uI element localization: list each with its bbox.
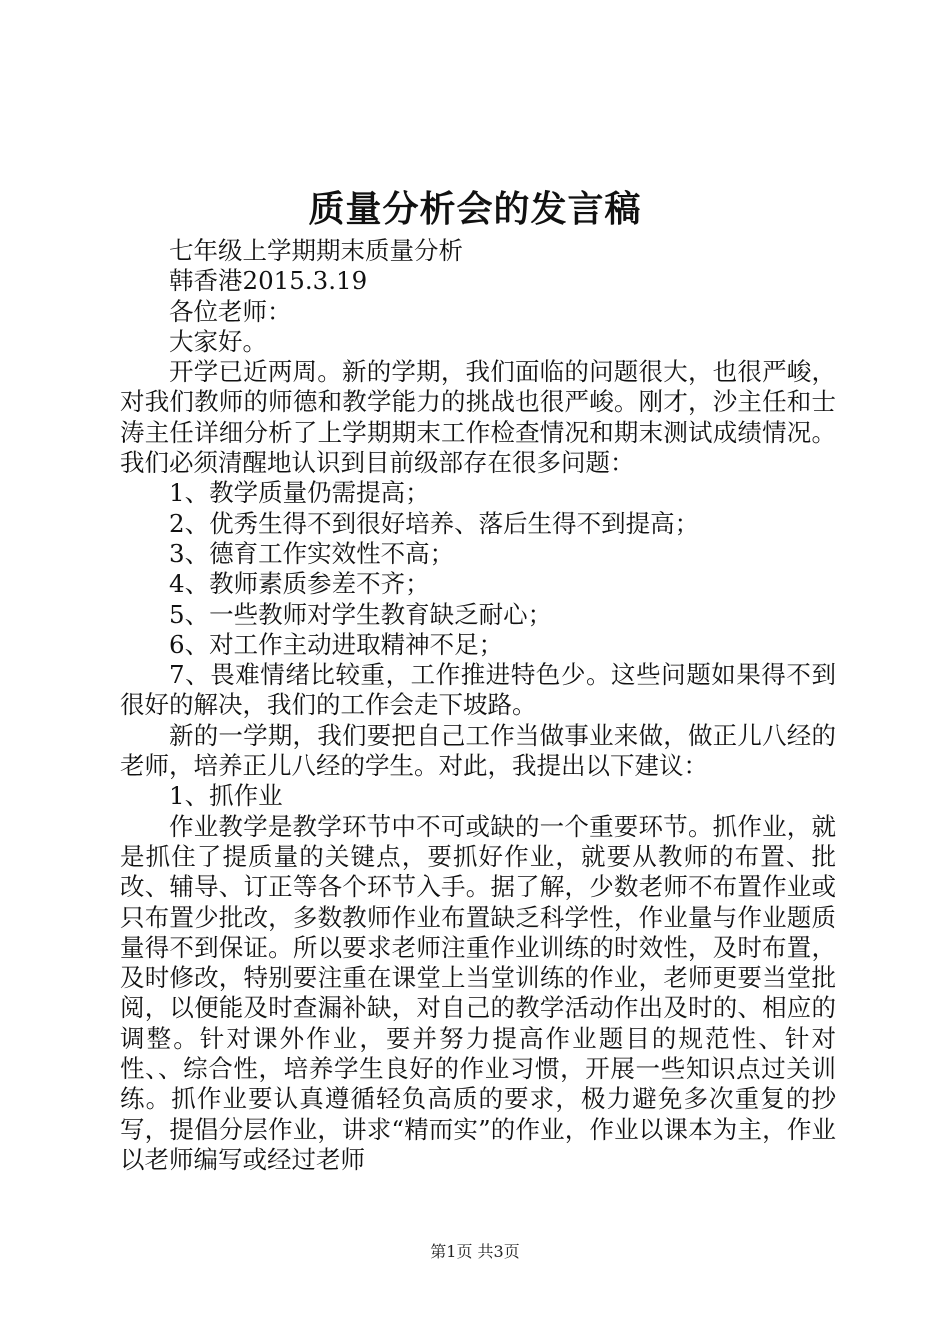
list-item: 1、教学质量仍需提高；	[169, 478, 430, 508]
section-heading: 1、抓作业	[169, 781, 283, 811]
list-item: 6、对工作主动进取精神不足；	[169, 629, 504, 659]
list-item: 7、畏难情绪比较重，工作推进特色少。这些问题如果得不到很好的解决，我们的工作会走下坡路。	[120, 660, 836, 720]
list-item: 3、德育工作实效性不高；	[169, 538, 455, 568]
list-item: 4、教师素质参差不齐；	[169, 569, 430, 599]
paragraph-homework: 作业教学是教学环节中不可或缺的一个重要环节。抓作业，就是抓住了提质量的关键点，要抓好作业，就要从教师的布置、批改、辅导、订正等各个环节入手。据了解，少数老师不布置作业或只布置少批改，多数教师作业布置缺乏科学性，作业量与作业题质量得不到保证。所以要求老师注重作业训练的时效性，及时布置，及时修改，特别要注重在课堂上当堂训练的作业，老师更要当堂批阅，以便能及时查漏补缺，对自己的教学活动作出及时的、相应的调整。针对课外作业，要并努力提高作业题目的规范性、针对性、、综合性，培养学生良好的作业习惯，开展一些知识点过关训练。抓作业要认真遵循轻负高质的要求，极力避免多次重复的抄写，提倡分层作业，讲求“精而实”的作业，作业以课本为主，作业以老师编写或经过老师	[120, 811, 836, 1174]
page-number-footer: 第1页 共3页	[430, 1242, 520, 1261]
paragraph-greeting: 大家好。	[169, 326, 267, 356]
list-item: 5、一些教师对学生教育缺乏耐心；	[169, 599, 553, 629]
paragraph-author-date: 韩香港2015.3.19	[169, 266, 368, 296]
paragraph-proposal: 新的一学期，我们要把自己工作当做事业来做，做正儿八经的老师，培养正儿八经的学生。对此，我提出以下建议：	[120, 720, 836, 781]
document-title: 质量分析会的发言稿	[308, 188, 642, 230]
list-item: 2、优秀生得不到很好培养、落后生得不到提高；	[169, 508, 700, 538]
paragraph-subtitle: 七年级上学期期末质量分析	[169, 236, 463, 265]
paragraph-salutation: 各位老师：	[169, 296, 292, 326]
document-body	[120, 236, 836, 1175]
paragraph-intro: 开学已近两周。新的学期，我们面临的问题很大，也很严峻，对我们教师的师德和教学能力的挑战也很严峻。刚才，沙主任和士涛主任详细分析了上学期期末工作检查情况和期末测试成绩情况。我们必须清醒地认识到目前级部存在很多问题：	[120, 357, 836, 478]
